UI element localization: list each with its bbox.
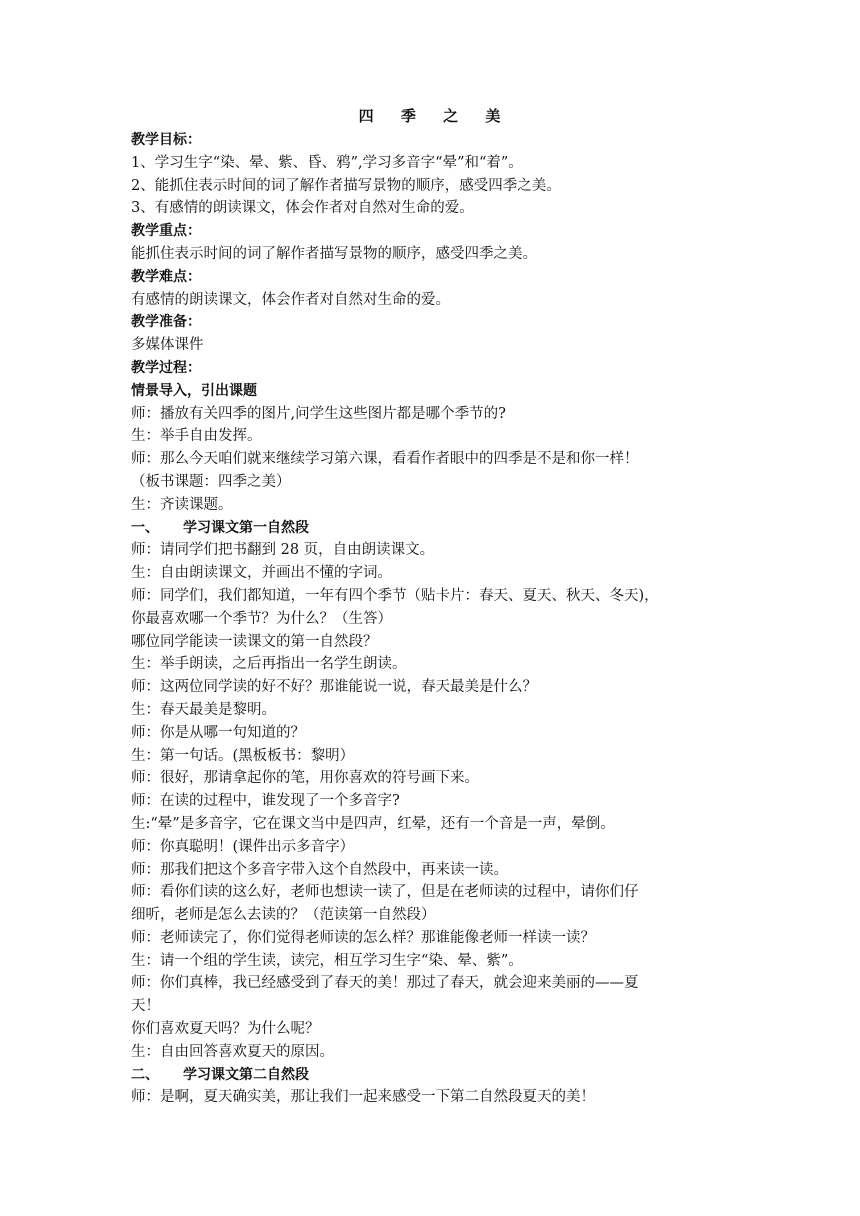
section-one-line: 哪位同学能读一读课文的第一自然段？ bbox=[131, 633, 378, 650]
section-one-line: 师：这两位同学读的好不好？那谁能说一说，春天最美是什么？ bbox=[131, 679, 537, 696]
section-one-line: 你最喜欢哪一个季节？为什么？（生答） bbox=[131, 610, 392, 627]
section-two-line: 师：是啊，夏天确实美，那让我们一起来感受一下第二自然段夏天的美！ bbox=[131, 1089, 595, 1106]
section-one-line: 师：请同学们把书翻到 28 页，自由朗读课文。 bbox=[131, 542, 435, 559]
section-one-line: 师：看你们读的这么好，老师也想读一读了，但是在老师读的过程中，请你们仔 bbox=[131, 884, 639, 901]
intro-line: （板书课题：四季之美） bbox=[131, 473, 291, 490]
section-one-line: 师：那我们把这个多音字带入这个自然段中，再来读一读。 bbox=[131, 861, 508, 878]
section-one-line: 天！ bbox=[131, 998, 160, 1015]
section-one-line: 师：同学们，我们都知道，一年有四个季节（贴卡片：春天、夏天、秋天、冬天)， bbox=[131, 587, 659, 604]
section-one-title: 学习课文第一自然段 bbox=[183, 519, 309, 536]
section-one-line: 师：很好，那请拿起你的笔，用你喜欢的符号画下来。 bbox=[131, 770, 479, 787]
section-two-title: 学习课文第二自然段 bbox=[183, 1066, 309, 1083]
section-two-heading bbox=[131, 1064, 731, 1087]
section-one-line: 生:“晕”是多音字，它在课文当中是四声，红晕，还有一个音是一声，晕倒。 bbox=[131, 815, 615, 832]
key-points-text: 能抓住表示时间的词了解作者描写景物的顺序，感受四季之美。 bbox=[131, 245, 537, 262]
key-points-heading: 教学重点： bbox=[131, 223, 201, 240]
section-one-line: 生：第一句话。(黑板板书：黎明） bbox=[131, 747, 355, 764]
section-one-line: 你们喜欢夏天吗？为什么呢？ bbox=[131, 1021, 320, 1038]
section-one-line: 生：举手朗读，之后再指出一名学生朗读。 bbox=[131, 656, 407, 673]
section-one-line: 师：你真聪明！(课件出示多音字） bbox=[131, 838, 355, 855]
section-one-line: 师：在读的过程中，谁发现了一个多音字? bbox=[131, 793, 400, 810]
preparation-heading: 教学准备： bbox=[131, 314, 201, 331]
difficulty-text: 有感情的朗读课文，体会作者对自然对生命的爱。 bbox=[131, 291, 450, 308]
section-two-number: 二、 bbox=[131, 1066, 159, 1083]
section-one-line: 生：自由回答喜欢夏天的原因。 bbox=[131, 1043, 334, 1060]
section-one-line: 生：春天最美是黎明。 bbox=[131, 701, 276, 718]
section-one-line: 生：自由朗读课文，并画出不懂的字词。 bbox=[131, 565, 392, 582]
section-one-line: 师：你们真棒，我已经感受到了春天的美！那过了春天，就会迎来美丽的——夏 bbox=[131, 975, 639, 992]
objective-line: 3、有感情的朗读课文，体会作者对自然对生命的爱。 bbox=[131, 200, 474, 217]
intro-line: 生：齐读课题。 bbox=[131, 496, 233, 513]
objective-line: 1、学习生字“染、晕、紫、昏、鸦”,学习多音字“晕”和“着”。 bbox=[131, 154, 523, 171]
intro-line: 师：那么今天咱们就来继续学习第六课，看看作者眼中的四季是不是和你一样！ bbox=[131, 451, 639, 468]
preparation-text: 多媒体课件 bbox=[131, 337, 204, 354]
difficulty-heading: 教学难点： bbox=[131, 268, 201, 285]
document-title: 四 季 之 美 bbox=[358, 107, 512, 125]
objective-line: 2、能抓住表示时间的词了解作者描写景物的顺序，感受四季之美。 bbox=[131, 177, 561, 194]
section-one-line: 生：请一个组的学生读，读完，相互学习生字“染、晕、紫”。 bbox=[131, 952, 523, 969]
section-one-line: 师：你是从哪一句知道的？ bbox=[131, 724, 305, 741]
section-one-line: 细听，老师是怎么去读的？（范读第一自然段） bbox=[131, 907, 436, 924]
document-page bbox=[131, 104, 731, 1109]
section-one-line: 师：老师读完了，你们觉得老师读的怎么样？那谁能像老师一样读一读？ bbox=[131, 929, 595, 946]
section-one-number: 一、 bbox=[131, 519, 159, 536]
intro-line: 师：播放有关四季的图片,问学生这些图片都是哪个季节的? bbox=[131, 405, 506, 422]
process-heading: 教学过程： bbox=[131, 359, 201, 376]
intro-line: 生：举手自由发挥。 bbox=[131, 428, 262, 445]
intro-heading: 情景导入，引出课题 bbox=[131, 382, 257, 399]
section-one-heading bbox=[131, 517, 731, 540]
objectives-heading: 教学目标： bbox=[131, 132, 201, 148]
